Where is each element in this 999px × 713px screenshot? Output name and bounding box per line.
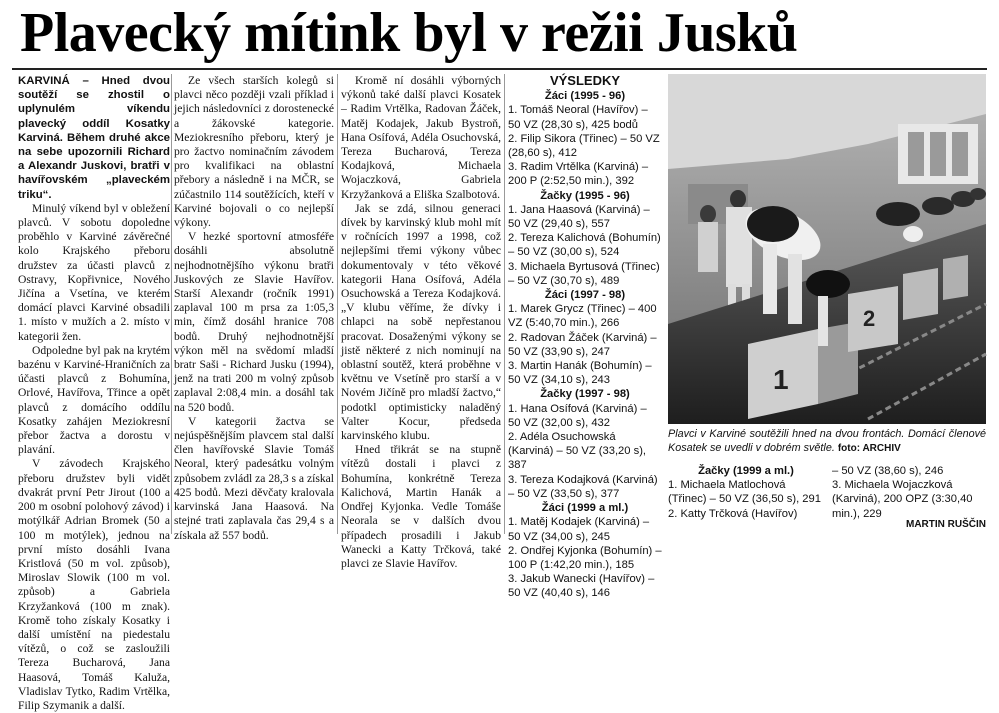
photo-caption: Plavci v Karviné soutěžili hned na dvou frontách. Domácí členové Kosatek se uvedli v dobrém světle.: [668, 428, 986, 454]
article-column-2: [174, 74, 335, 542]
article-paragraph: Ze všech starších kolegů si plavci něco později vzali příklad i jejich následovníci z dorostenecké a žákovské kategorie. Meziokresního přeboru, který je pro žactvo nominačním závodem pro kvalifikaci na oblastní přebory a následně i na MČR, se zúčastnilo 114 soutěžících, kteří v Karviné bojovali o co nejlepší výkony.: [174, 74, 334, 230]
article-column-3: [341, 74, 501, 570]
result-entry: 2. Katty Trčková (Havířov): [668, 507, 798, 520]
result-entry: 3. Jakub Wanecki (Havířov) – 50 VZ (40,40 s), 146: [508, 573, 655, 600]
headline-rule: [12, 68, 987, 70]
result-entry: 2. Adéla Osuchowská (Karviná) – 50 VZ (33,20 s), 387: [508, 431, 647, 472]
results-continuation-right: [832, 464, 986, 521]
author-byline: MARTIN RUŠČIN: [906, 519, 986, 530]
results-section-heading: Žačky (1997 - 98): [540, 388, 630, 401]
result-entry: 3. Michaela Wojaczková (Karviná), 200 OPZ (3:30,40 min.), 229: [832, 479, 973, 520]
article-flow: [341, 74, 501, 571]
results-section-heading: Žáci (1999 a ml.): [541, 502, 629, 515]
result-entry: 1. Hana Osífová (Karviná) – 50 VZ (32,00 s), 432: [508, 402, 647, 429]
article-paragraph: Odpoledne byl pak na krytém bazénu v Karviné-Hraničních za účasti plavců z Bohumína, Orlové, Havířova, Třince a opět plavců z domácího oddílu Kosatky zahájen Meziokresní přebor žactva a dorostu v plavání.: [18, 343, 170, 457]
result-entry: 1. Jana Haasová (Karviná) – 50 VZ (29,40 s), 557: [508, 203, 650, 231]
result-entry: 2. Ondřej Kyjonka (Bohumín) – 100 P (1:42,20 min.), 185: [508, 544, 662, 571]
results-section-heading: Žačky (1999 a ml.): [698, 465, 794, 477]
photo-caption-block: [668, 428, 986, 462]
article-flow: [174, 74, 334, 543]
results-box: [508, 73, 662, 600]
article-flow: [18, 74, 170, 713]
article-paragraph: V kategorii žactva se nejúspěšnějším plavcem stal další člen havířovské Slavie Tomáš Neoral, který padesátku volným způsobem zvládl za 28,3 s a získal 425 bodů. Mezi děvčaty kralovala karvinská Jana Haasová. Na stejné trati zaplavala čas 29,4 s a získala až 557 bodů.: [174, 414, 335, 542]
swimmers-photo-image: [668, 74, 986, 424]
results-continuation-left: [668, 464, 824, 521]
article-paragraph: Hned třikrát se na stupně vítězů dostali i plavci z Bohumína, konkrétně Tereza Kalichová, Martin Hanák a Ondřej Kyjonka. Vedle Tomáše Neorala se v dalších dvou případech prosadili i Jakub Wanecki a Katty Trčková, také plavci ze Slavie Havířov.: [341, 443, 501, 570]
block-number-label: 1: [773, 364, 789, 395]
results-section-heading: Žáci (1995 - 96): [544, 90, 626, 103]
article-column-1: [18, 74, 170, 712]
results-sections: [508, 89, 662, 600]
result-entry: 3. Tereza Kodajková (Karviná) – 50 VZ (33,50 s), 377: [508, 473, 658, 500]
article-lead: KARVINÁ – Hned dvou soutěží se zhostil o uplynulém víkendu plavecký oddíl Kosatky Karviná. Během druhé akce na sebe upozornili Richard a Alexandr Juskovi, bratři v havířovském „plaveckém triku“.: [18, 75, 170, 201]
result-entry: 3. Martin Hanák (Bohumín) – 50 VZ (34,10 s), 243: [508, 360, 652, 387]
result-entry: 1. Tomáš Neoral (Havířov) – 50 VZ (28,30 s), 425 bodů: [508, 104, 648, 131]
headline: Plavecký mítink byl v režii Jusků: [20, 2, 798, 64]
results-title: VÝSLEDKY: [549, 73, 621, 88]
result-entry: – 50 VZ (38,60 s), 246: [832, 465, 944, 477]
result-entry: 1. Michaela Matlochová (Třinec) – 50 VZ (36,50 s), 291: [668, 479, 821, 506]
article-paragraph: V hezké sportovní atmosféře dosáhli absolutně nejhodnotnějšího výkonu bratři Juskových ze Slavie Havířov. Starší Alexandr (ročník 1991) zaplaval 100 m prsa za 1:05,3 min, čímž dosáhl hranice 708 bodů. Druhý nejhodnotnější výkon měl na svědomí mladší bratr Saši - Richard Jusku (1994), jenž na trati 200 m volný způsob zaplaval 2:08,4 min. a dosáhl tak na 520 bodů.: [174, 230, 334, 414]
column-divider: [337, 74, 338, 534]
article-paragraph: V závodech Krajského přeboru družstev byli vidět dvakrát první Petr Jirout (100 a 200 m osobní polohový závod) i motýlkář Adrian Bromek (50 a 100 m motýlek), jednou na první místo dosáhli Ivana Kristlová (50 m vol. způsob), Miroslav Slowik (100 m vol. způsob) a Gabriela Krzyžanková (100 m znak). Kromě toho získaly Kosatky i další umístění na piedestalu vítězů, o což se zasloužili Tereza Bucharová, Jana Haasová, Tomáš Kaluža, Vladislav Tytko, Radim Vrtělka, Filip Szymanik a další.: [18, 457, 170, 712]
result-entry: 2. Filip Sikora (Třinec) – 50 VZ (28,60 s), 412: [508, 132, 660, 160]
column-divider: [171, 74, 172, 534]
article-paragraph: Minulý víkend byl v obležení plavců. V sobotu dopoledne proběhlo v Karviné závěrečné kolo Krajského přeboru družstev za účasti plavců z Ostravy, Kopřivnice, Nového Jičína a Vsetína, ve kterém domácí plavci Karviné obsadili 1. místo v mužích a 2. místo v kategorii žen.: [18, 201, 170, 343]
pool-photo: [668, 74, 986, 424]
result-entry: 2. Radovan Žáček (Karviná) – 50 VZ (33,90 s), 247: [508, 331, 657, 358]
result-entry: 3. Michaela Byrtusová (Třinec) – 50 VZ (30,70 s), 489: [508, 260, 660, 287]
result-entry: 2. Tereza Kalichová (Bohumín) – 50 VZ (30,00 s), 524: [508, 232, 661, 259]
results-section-heading: Žáci (1997 - 98): [544, 289, 626, 302]
article-paragraph: Kromě ní dosáhli výborných výkonů také další plavci Kosatek – Radim Vrtělka, Radovan Žáček, Matěj Kodajek, Jakub Bystroň, Hana Osífová, Adéla Osuchovská, Tereza Bucharová, Tereza Kodajková, Michaela Wojaczková, Gabriela Krzyžanková a Eliška Szalbotová.: [341, 74, 501, 201]
result-entry: 1. Matěj Kodajek (Karviná) – 50 VZ (34,00 s), 245: [508, 516, 650, 543]
result-entry: 3. Radim Vrtělka (Karviná) – 200 P (2:52,50 min.), 392: [508, 161, 649, 188]
column-divider: [504, 74, 505, 534]
results-continuation: [668, 464, 986, 520]
photo-credit: foto: ARCHIV: [837, 442, 901, 454]
block-number-label: 2: [863, 306, 876, 331]
result-entry: 1. Marek Grycz (Třinec) – 400 VZ (5:40,70 min.), 266: [508, 303, 657, 330]
results-section-heading: Žačky (1995 - 96): [540, 189, 630, 202]
article-paragraph: Jak se zdá, silnou generaci dívek by karvinský klub mohl mít v ročnících 1997 a 1998, což nejlepšími třemi výkony vůbec dokumentovaly v této věkové kategorii Hana Osífová, Adéla Osuchowská a Tereza Kodajková. „V klubu věříme, že dívky i chlapci na sobě nepřestanou pracovat. Dosaženými výkony se jistě některé z nich nominují na oblastní soutěž, která proběhne v květnu ve Vsetíně pro starší a v Novém Jičíně pro mladší žactvo,“ podotkl optimisticky naladěný Valter Kocur, předseda karvinského klubu.: [341, 201, 501, 443]
